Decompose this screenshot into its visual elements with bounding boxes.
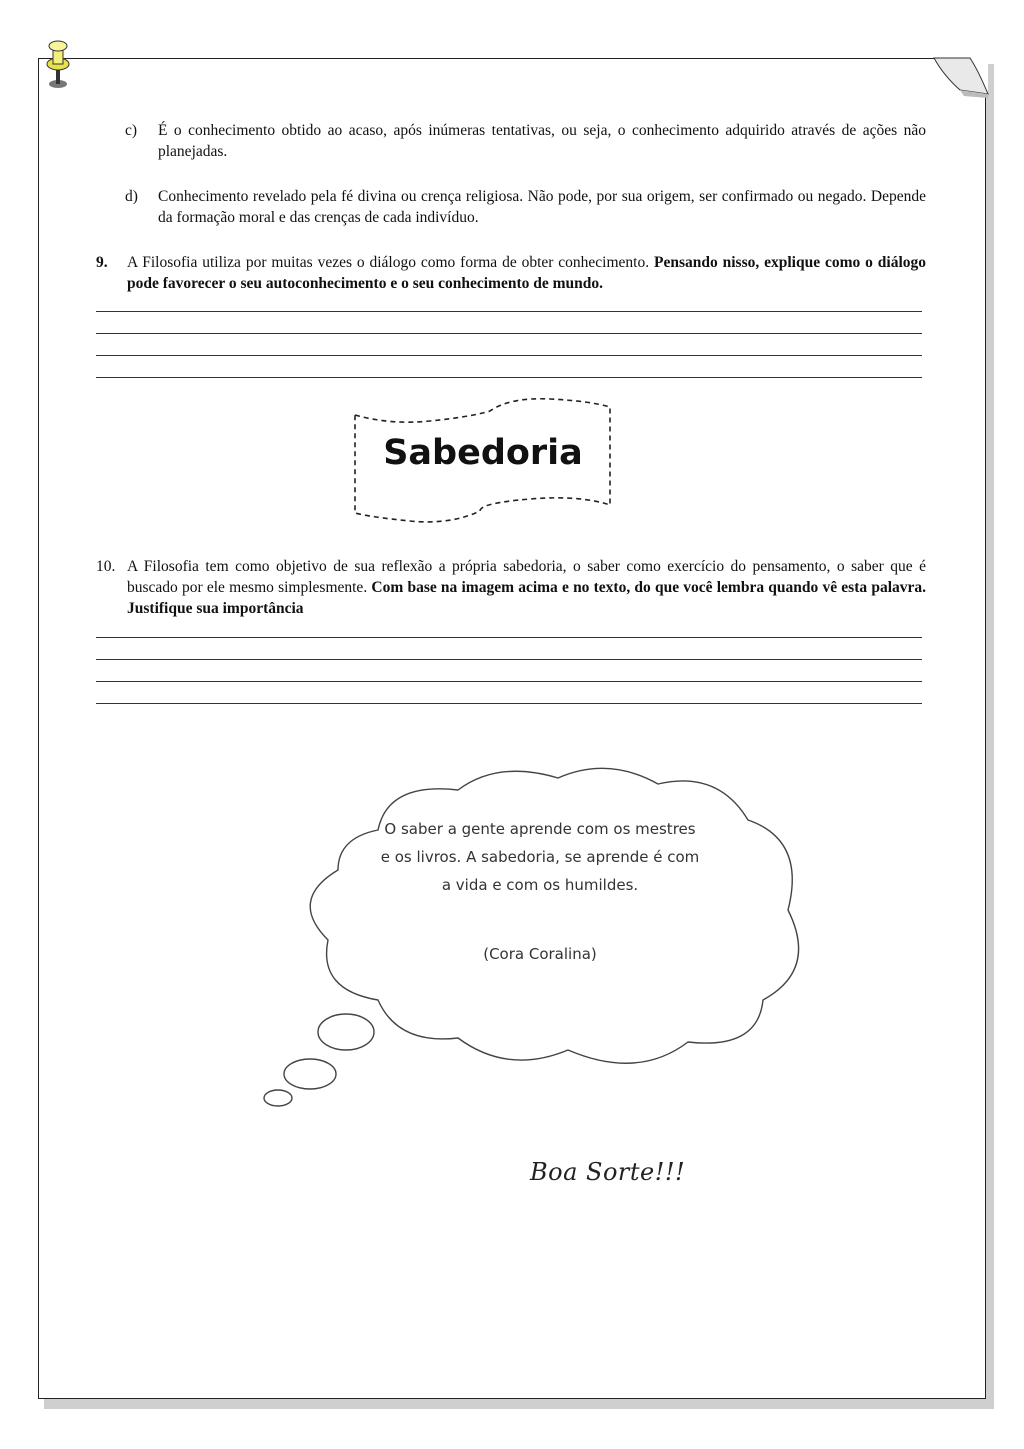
question-instruction: Pensando nisso, explique como o diálogo pode favorecer o seu autoconhecimento e o seu conhecimento de mundo.: [127, 254, 927, 292]
quote-text: O saber a gente aprende com os mestres e os livros. A sabedoria, se aprende é com a vida e com os humildes.: [380, 820, 700, 894]
question-number: 9.: [96, 254, 108, 271]
pushpin-icon: [40, 38, 80, 90]
option-d: [125, 186, 926, 228]
answer-line[interactable]: [96, 311, 922, 312]
question-number: 10.: [96, 558, 116, 575]
option-label: c): [125, 122, 138, 139]
quote-author: (Cora Coralina): [483, 945, 597, 963]
page-curl-icon: [930, 56, 990, 100]
answer-line[interactable]: [96, 637, 922, 638]
option-label: d): [125, 188, 138, 205]
question-9: [96, 252, 926, 294]
option-c: [125, 120, 926, 162]
thought-cloud-shape: [258, 760, 818, 1110]
question-10: [96, 556, 926, 619]
answer-line[interactable]: [96, 659, 922, 660]
option-text: Conhecimento revelado pela fé divina ou crença religiosa. Não pode, por sua origem, ser confirmado ou negado. Depende da formação moral e das crenças de cada indivíduo.: [158, 188, 926, 226]
answer-line[interactable]: [96, 377, 922, 378]
signoff-text: Boa Sorte!!!: [530, 1158, 686, 1186]
option-text: É o conhecimento obtido ao acaso, após inúmeras tentativas, ou seja, o conhecimento adquirido através de ações não planejadas.: [158, 122, 926, 160]
answer-line[interactable]: [96, 333, 922, 334]
answer-line[interactable]: [96, 355, 922, 356]
question-instruction: Com base na imagem acima e no texto, do que você lembra quando vê esta palavra. Justifique sua importância: [127, 579, 926, 617]
answer-line[interactable]: [96, 703, 922, 704]
question-text: A Filosofia tem como objetivo de sua reflexão a própria sabedoria, o saber como exercício do pensamento, o saber que é buscado por ele mesmo simplesmente.: [127, 558, 926, 596]
answer-line[interactable]: [96, 681, 922, 682]
banner-word: Sabedoria: [383, 433, 583, 473]
question-text: A Filosofia utiliza por muitas vezes o diálogo como forma de obter conhecimento.: [127, 254, 654, 271]
